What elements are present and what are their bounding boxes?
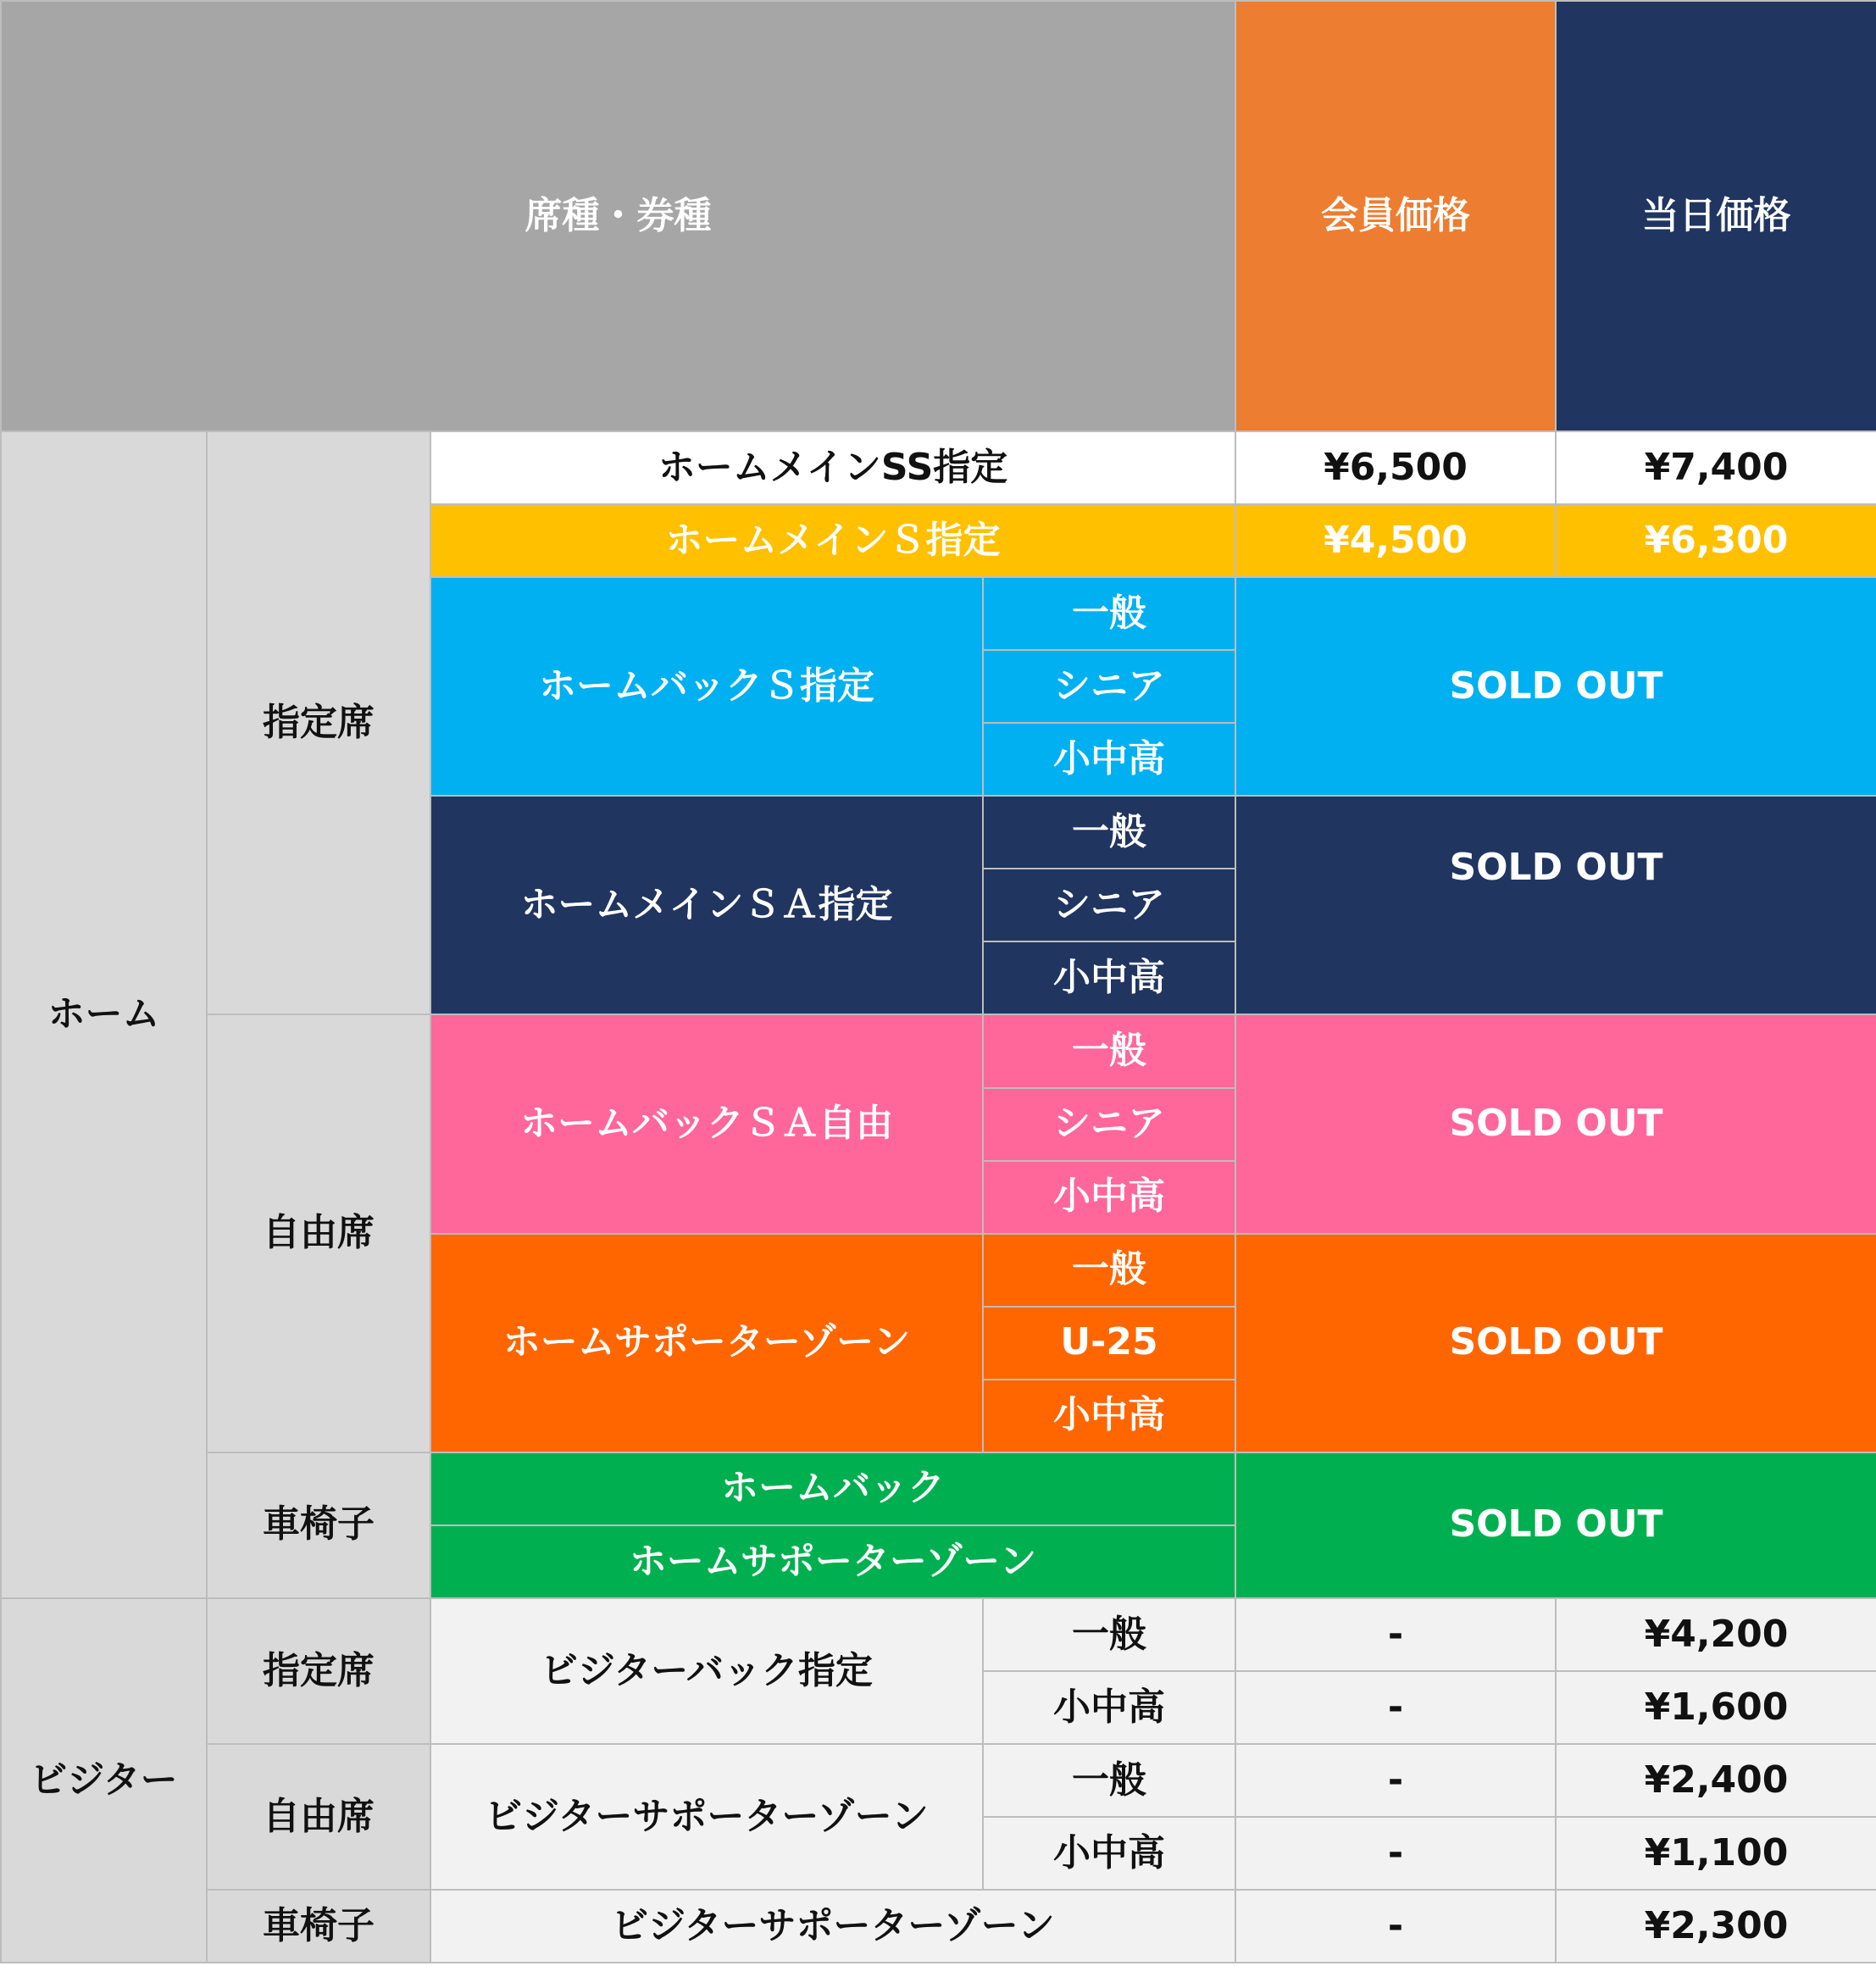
seat-name: ビジターサポーターゾーン <box>430 1744 983 1890</box>
seat-name: ホームメインSS指定 <box>430 431 1235 504</box>
day-price: ¥4,200 <box>1556 1598 1876 1671</box>
table-row <box>1 1598 1876 1671</box>
ticket-sub-type: 小中高 <box>983 1161 1235 1234</box>
seat-kind-free: 自由席 <box>207 1744 430 1890</box>
ticket-sub-type: 小中高 <box>983 723 1235 796</box>
table-row <box>1 1452 1876 1525</box>
header-row <box>1 1 1876 431</box>
ticket-sub-type: シニア <box>983 869 1235 941</box>
ticket-sub-type: 小中高 <box>983 1380 1235 1452</box>
seat-kind-reserved: 指定席 <box>207 431 430 1014</box>
seat-name: ホームメインＳＡ指定 <box>430 796 983 1014</box>
seat-kind-reserved: 指定席 <box>207 1598 430 1744</box>
header-seat-type: 席種・券種 <box>1 1 1235 431</box>
sold-out-label: SOLD OUT <box>1235 577 1876 796</box>
member-price: - <box>1235 1598 1556 1671</box>
seat-name: ホームメインＳ指定 <box>430 504 1235 577</box>
table-row <box>1 431 1876 504</box>
sold-out-label: SOLD OUT <box>1235 1452 1876 1598</box>
day-price: ¥6,300 <box>1556 504 1876 577</box>
day-price: ¥1,600 <box>1556 1671 1876 1744</box>
table-row <box>1 1744 1876 1817</box>
sold-out-label: SOLD OUT <box>1235 1234 1876 1452</box>
sold-out-label: SOLD OUT <box>1235 796 1876 1014</box>
member-price: - <box>1235 1744 1556 1817</box>
ticket-sub-type: シニア <box>983 1088 1235 1161</box>
member-price: - <box>1235 1671 1556 1744</box>
header-member-price: 会員価格 <box>1235 1 1556 431</box>
area-home: ホーム <box>1 431 207 1598</box>
seat-name: ホームバックＳＡ自由 <box>430 1014 983 1233</box>
header-day-price: 当日価格 <box>1556 1 1876 431</box>
seat-kind-wheelchair: 車椅子 <box>207 1452 430 1598</box>
day-price: ¥2,300 <box>1556 1890 1876 1963</box>
ticket-sub-type: 一般 <box>983 1744 1235 1817</box>
seat-name: ビジターサポーターゾーン <box>430 1890 1235 1963</box>
ticket-sub-type: 小中高 <box>983 1671 1235 1744</box>
day-price: ¥1,100 <box>1556 1817 1876 1890</box>
member-price: ¥4,500 <box>1235 504 1556 577</box>
ticket-sub-type: 一般 <box>983 1598 1235 1671</box>
day-price: ¥2,400 <box>1556 1744 1876 1817</box>
ticket-sub-type: 小中高 <box>983 1817 1235 1890</box>
ticket-sub-type: シニア <box>983 650 1235 723</box>
area-visitor: ビジター <box>1 1598 207 1963</box>
seat-kind-free: 自由席 <box>207 1014 430 1452</box>
table-row <box>1 1014 1876 1087</box>
ticket-sub-type: 一般 <box>983 1014 1235 1087</box>
ticket-sub-type: 小中高 <box>983 941 1235 1014</box>
seat-name: ホームサポーターゾーン <box>430 1525 1235 1598</box>
ticket-sub-type: 一般 <box>983 577 1235 650</box>
sold-out-label: SOLD OUT <box>1235 1014 1876 1233</box>
seat-name: ホームバックＳ指定 <box>430 577 983 796</box>
table-row <box>1 1890 1876 1963</box>
seat-name: ホームバック <box>430 1452 1235 1525</box>
seat-name: ホームサポーターゾーン <box>430 1234 983 1452</box>
seat-name: ビジターバック指定 <box>430 1598 983 1744</box>
seat-kind-wheelchair: 車椅子 <box>207 1890 430 1963</box>
ticket-sub-type: U-25 <box>983 1307 1235 1380</box>
member-price: - <box>1235 1890 1556 1963</box>
day-price: ¥7,400 <box>1556 431 1876 504</box>
ticket-sub-type: 一般 <box>983 796 1235 869</box>
ticket-sub-type: 一般 <box>983 1234 1235 1307</box>
member-price: - <box>1235 1817 1556 1890</box>
member-price: ¥6,500 <box>1235 431 1556 504</box>
